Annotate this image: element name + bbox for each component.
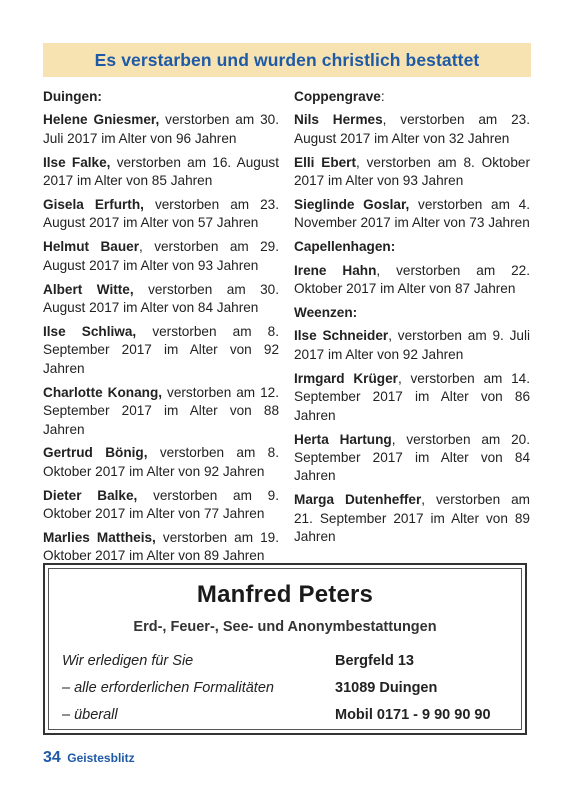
obituary-entry xyxy=(294,154,530,191)
entry-text: verstorben am 8. Oktober 2017 im Alter von 92 Jahren xyxy=(43,445,279,479)
place-name: Coppengrave xyxy=(294,89,381,104)
obituary-entry xyxy=(43,487,279,524)
entry-text: , verstorben am 20. September 2017 im Alter von 84 Jahren xyxy=(294,431,530,484)
obituary-entry xyxy=(294,491,530,546)
obituary-entry xyxy=(43,154,279,191)
deceased-name: Charlotte Konang, xyxy=(43,384,163,400)
ad-phone: Mobil 0171 - 9 90 90 90 xyxy=(335,707,491,723)
ad-slogan-line: Wir erledigen für Sie xyxy=(62,653,194,669)
page-number: 34 xyxy=(43,749,61,766)
deceased-name: Ilse Schneider xyxy=(294,328,389,344)
ad-street: Bergfeld 13 xyxy=(335,653,414,669)
place-heading: Capellenhagen: xyxy=(294,239,396,255)
place-heading: Duingen: xyxy=(43,89,102,104)
page-footer xyxy=(43,749,135,767)
entry-text: , verstorben am 9. Juli 2017 im Alter von 92 Jahren xyxy=(294,328,530,362)
entry-text: verstorben am 12. September 2017 im Alter von 88 Jahren xyxy=(43,384,280,437)
entry-text: verstorben am 19. Oktober 2017 im Alter von 89 Jahren xyxy=(43,530,280,564)
ad-services: Erd-, Feuer-, See- und Anonymbestattungen xyxy=(133,619,437,635)
obituary-entry xyxy=(43,384,279,439)
place-heading: Weenzen: xyxy=(294,305,358,321)
ad-slogan-line: – alle erforderlichen Formalitäten xyxy=(62,680,274,696)
deceased-name: Irmgard Krüger xyxy=(294,370,398,386)
deceased-name: Elli Ebert xyxy=(294,154,356,170)
deceased-name: Marga Dutenheffer xyxy=(294,492,422,508)
place-heading xyxy=(294,88,530,106)
obituary-entry xyxy=(294,262,530,299)
entry-text: , verstorben am 14. September 2017 im Alter von 86 Jahren xyxy=(294,370,530,423)
obituary-entry xyxy=(43,444,279,481)
obituary-entry xyxy=(43,323,279,378)
obituary-entry xyxy=(294,431,530,486)
obituary-entry xyxy=(43,529,279,566)
section-banner xyxy=(43,43,531,77)
entry-text: verstorben am 16. August 2017 im Alter von 85 Jahren xyxy=(43,154,279,189)
obituary-entry xyxy=(294,327,530,364)
deceased-name: Nils Hermes xyxy=(294,112,383,128)
entry-text: , verstorben am 23. August 2017 im Alter von 32 Jahren xyxy=(294,112,530,146)
deceased-name: Albert Witte, xyxy=(43,281,134,297)
entry-text: verstorben am 30. Juli 2017 im Alter von 96 Jahren xyxy=(43,112,279,146)
section-title: Es verstarben und wurden christlich bestattet xyxy=(94,49,480,70)
deceased-name: Gertrud Bönig, xyxy=(43,445,148,461)
ad-company-name: Manfred Peters xyxy=(196,581,374,608)
obituary-entry xyxy=(294,370,530,425)
deceased-name: Herta Hartung xyxy=(294,431,392,447)
obituary-entry xyxy=(43,281,279,318)
entry-text: , verstorben am 8. Oktober 2017 im Alter von 93 Jahren xyxy=(294,154,530,189)
ad-city: 31089 Duingen xyxy=(335,680,438,696)
deceased-name: Irene Hahn xyxy=(294,262,377,278)
funeral-home-ad xyxy=(43,563,527,735)
deceased-name: Helmut Bauer xyxy=(43,239,140,255)
entry-text: , verstorben am 22. Oktober 2017 im Alter von 87 Jahren xyxy=(294,262,530,297)
obituary-entry xyxy=(43,196,279,233)
deceased-name: Ilse Falke, xyxy=(43,154,111,170)
entry-text: verstorben am 9. Oktober 2017 im Alter von 77 Jahren xyxy=(43,487,280,522)
entry-text: , verstorben am 21. September 2017 im Alter von 89 Jahren xyxy=(294,492,530,545)
deceased-name: Marlies Mattheis, xyxy=(43,530,156,546)
deceased-name: Dieter Balke, xyxy=(43,487,138,503)
obituary-entry xyxy=(294,111,530,148)
entry-text: verstorben am 8. September 2017 im Alter von 92 Jahren xyxy=(43,323,279,376)
obituary-entry xyxy=(43,238,279,275)
entry-text: verstorben am 30. August 2017 im Alter von 84 Jahren xyxy=(43,281,279,316)
place-colon: : xyxy=(380,89,385,104)
entry-text: verstorben am 4. November 2017 im Alter von 73 Jahren xyxy=(294,197,531,231)
ad-slogan-line: – überall xyxy=(62,707,118,723)
obituary-entry xyxy=(43,111,279,148)
entry-text: , verstorben am 29. August 2017 im Alter von 93 Jahren xyxy=(43,239,279,273)
left-column xyxy=(43,88,279,571)
right-column xyxy=(294,88,530,552)
entry-text: verstorben am 23. August 2017 im Alter von 57 Jahren xyxy=(43,197,280,231)
deceased-name: Helene Gniesmer, xyxy=(43,112,160,128)
deceased-name: Ilse Schliwa, xyxy=(43,323,137,339)
magazine-name: Geistesblitz xyxy=(67,751,135,765)
obituary-entry xyxy=(294,196,530,233)
deceased-name: Sieglinde Goslar, xyxy=(294,197,410,213)
deceased-name: Gisela Erfurth, xyxy=(43,197,144,213)
